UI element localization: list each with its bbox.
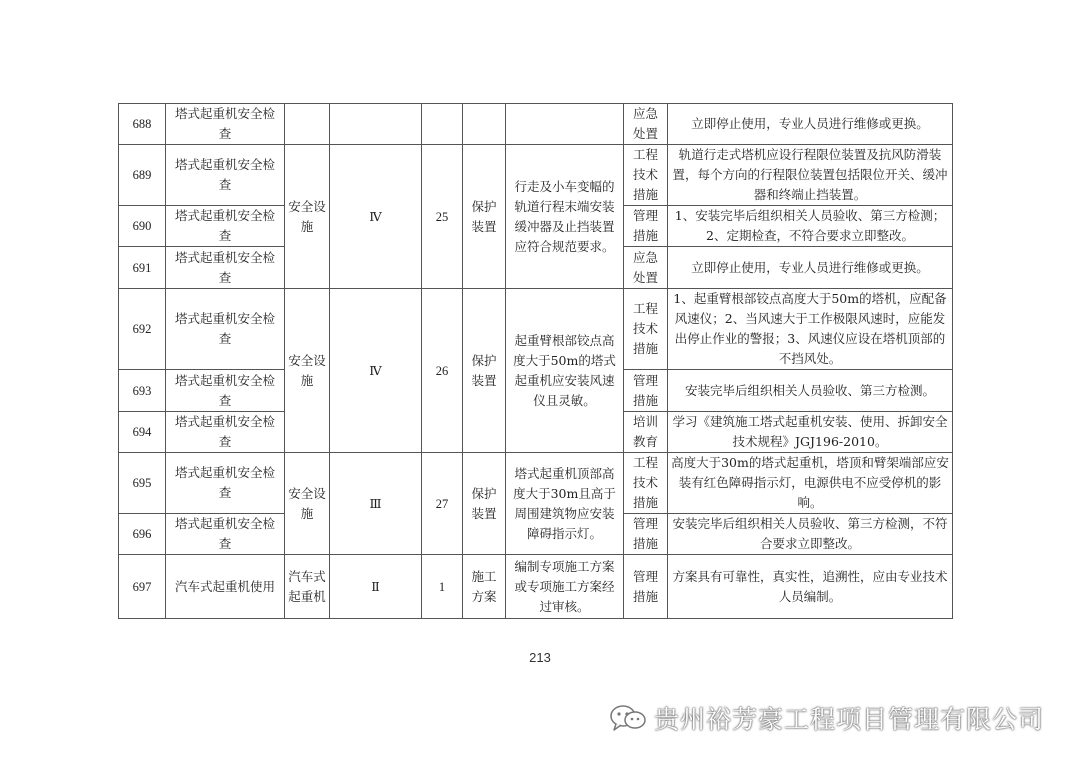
requirement-cell: 行走及小车变幅的轨道行程末端安装缓冲器及止挡装置应符合规范要求。 [506, 145, 624, 289]
empty-cell [463, 104, 506, 145]
control-measure: 轨道行走式塔机应设行程限位装置及抗风防滑装置，每个方向的行程限位装置包括限位开关、缓冲器和终端止挡装置。 [668, 145, 953, 206]
table-row [119, 104, 953, 145]
measure-type: 管理措施 [624, 514, 668, 555]
table-row [119, 145, 953, 206]
seq-cell: 27 [422, 453, 463, 555]
category-cell: 安全设施 [285, 453, 330, 555]
hazard-type-cell: 施工方案 [463, 555, 506, 619]
row-number: 694 [119, 412, 166, 453]
check-item: 塔式起重机安全检查 [166, 370, 285, 412]
measure-type: 管理措施 [624, 555, 668, 619]
row-number: 695 [119, 453, 166, 514]
measure-type: 管理措施 [624, 206, 668, 247]
measure-type: 培训教育 [624, 412, 668, 453]
page-number: 213 [529, 650, 551, 665]
row-number: 688 [119, 104, 166, 145]
hazard-type-cell: 保护装置 [463, 289, 506, 453]
row-number: 693 [119, 370, 166, 412]
hazard-type-cell: 保护装置 [463, 145, 506, 289]
control-measure: 立即停止使用，专业人员进行维修或更换。 [668, 104, 953, 145]
table-row [119, 555, 953, 619]
control-measure: 立即停止使用，专业人员进行维修或更换。 [668, 247, 953, 289]
seq-cell: 25 [422, 145, 463, 289]
check-item: 塔式起重机安全检查 [166, 514, 285, 555]
level-cell: Ⅳ [330, 145, 422, 289]
requirement-cell: 塔式起重机顶部高度大于30m且高于周围建筑物应安装障碍指示灯。 [506, 453, 624, 555]
measure-type: 工程技术措施 [624, 145, 668, 206]
control-measure: 安装完毕后组织相关人员验收、第三方检测。 [668, 370, 953, 412]
check-item: 塔式起重机安全检查 [166, 206, 285, 247]
row-number: 691 [119, 247, 166, 289]
hazard-type-cell: 保护装置 [463, 453, 506, 555]
check-item: 塔式起重机安全检查 [166, 412, 285, 453]
table-row [119, 453, 953, 514]
requirement-cell: 起重臂根部铰点高度大于50m的塔式起重机应安装风速仪且灵敏。 [506, 289, 624, 453]
empty-cell [422, 104, 463, 145]
level-cell: Ⅳ [330, 289, 422, 453]
control-measure: 1、安装完毕后组织相关人员验收、第三方检测；2、定期检查，不符合要求立即整改。 [668, 206, 953, 247]
measure-type: 工程技术措施 [624, 453, 668, 514]
category-cell: 安全设施 [285, 145, 330, 289]
level-cell: Ⅲ [330, 453, 422, 555]
measure-type: 应急处置 [624, 247, 668, 289]
row-number: 692 [119, 289, 166, 370]
hazard-control-table [118, 103, 953, 619]
row-number: 689 [119, 145, 166, 206]
control-measure: 1、起重臂根部铰点高度大于50m的塔机，应配备风速仪；2、当风速大于工作极限风速时，应能发出停止作业的警报；3、风速仪应设在塔机顶部的不挡风处。 [668, 289, 953, 370]
row-number: 697 [119, 555, 166, 619]
watermark-text: 贵州裕芳豪工程项目管理有限公司 [653, 705, 1044, 734]
seq-cell: 26 [422, 289, 463, 453]
control-measure: 方案具有可靠性，真实性，追溯性，应由专业技术人员编制。 [668, 555, 953, 619]
check-item: 塔式起重机安全检查 [166, 145, 285, 206]
wechat-icon [608, 703, 648, 733]
control-measure: 安装完毕后组织相关人员验收、第三方检测，不符合要求立即整改。 [668, 514, 953, 555]
control-measure: 学习《建筑施工塔式起重机安装、使用、拆卸安全技术规程》JGJ196-2010。 [668, 412, 953, 453]
check-item: 塔式起重机安全检查 [166, 453, 285, 514]
row-number: 696 [119, 514, 166, 555]
measure-type: 工程技术措施 [624, 289, 668, 370]
check-item: 汽车式起重机使用 [166, 555, 285, 619]
requirement-cell: 编制专项施工方案或专项施工方案经过审核。 [506, 555, 624, 619]
category-cell: 安全设施 [285, 289, 330, 453]
empty-cell [506, 104, 624, 145]
watermark [608, 700, 1044, 736]
control-measure: 高度大于30m的塔式起重机，塔顶和臂架端部应安装有红色障碍指示灯，电源供电不应受停机的影响。 [668, 453, 953, 514]
category-cell: 汽车式起重机 [285, 555, 330, 619]
empty-cell [330, 104, 422, 145]
row-number: 690 [119, 206, 166, 247]
empty-cell [285, 104, 330, 145]
measure-type: 应急处置 [624, 104, 668, 145]
level-cell: Ⅱ [330, 555, 422, 619]
check-item: 塔式起重机安全检查 [166, 104, 285, 145]
check-item: 塔式起重机安全检查 [166, 247, 285, 289]
seq-cell: 1 [422, 555, 463, 619]
measure-type: 管理措施 [624, 370, 668, 412]
table-row [119, 289, 953, 370]
check-item: 塔式起重机安全检查 [166, 289, 285, 370]
